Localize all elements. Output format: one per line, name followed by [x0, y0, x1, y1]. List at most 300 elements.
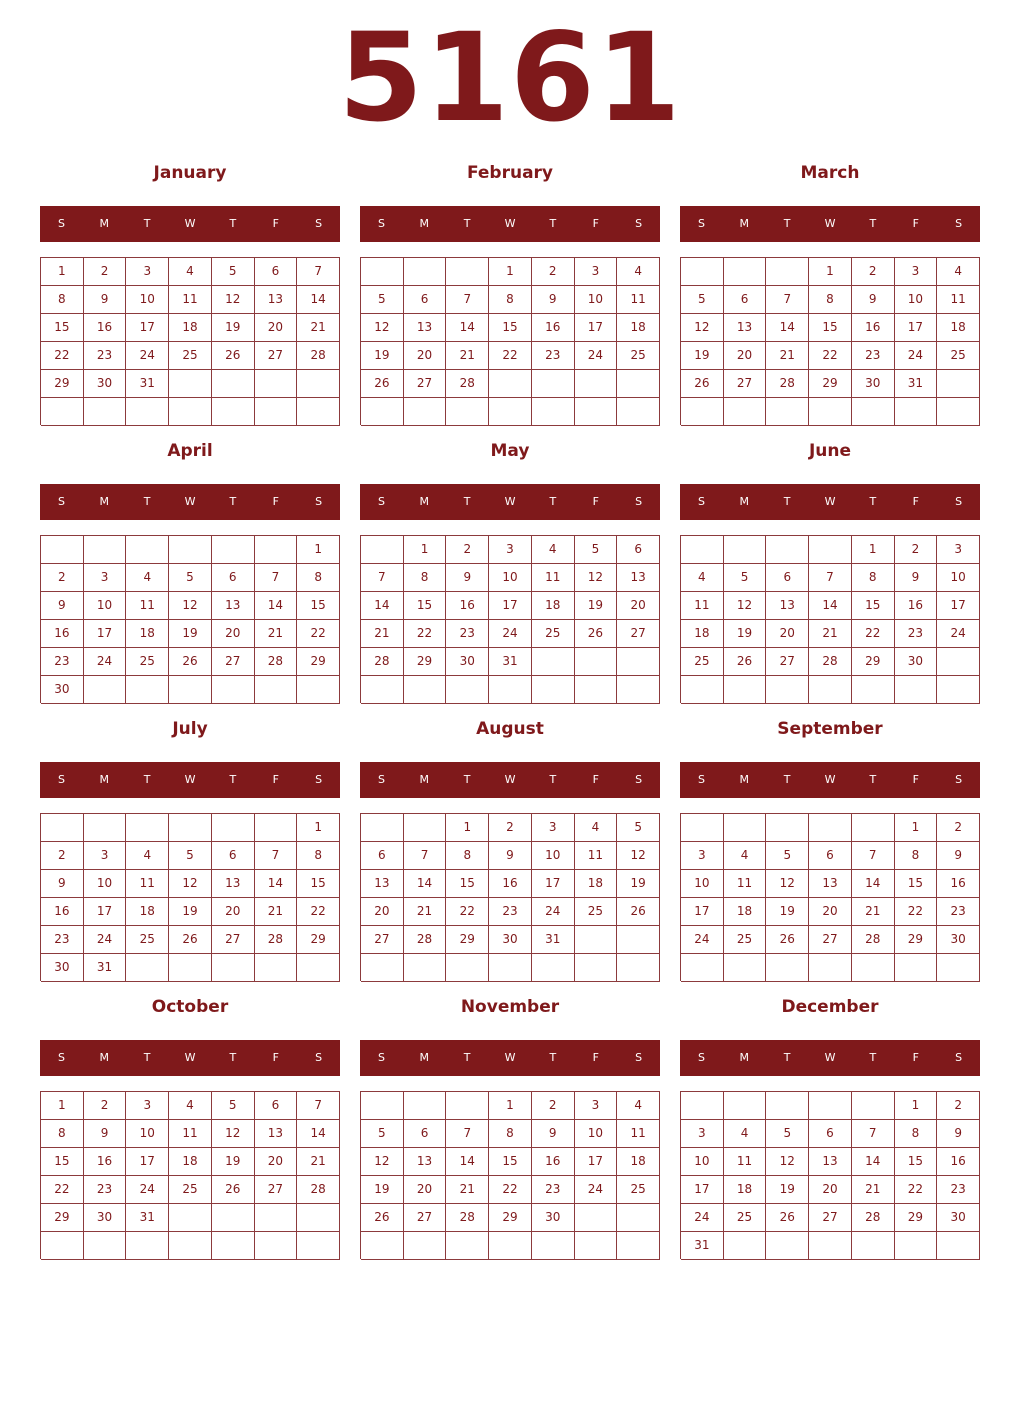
day-cell[interactable]: 19 [766, 1176, 809, 1204]
day-cell[interactable]: 17 [489, 592, 532, 620]
day-cell[interactable]: 24 [489, 620, 532, 648]
day-cell[interactable]: 13 [724, 314, 767, 342]
day-cell[interactable]: 20 [255, 1148, 298, 1176]
day-cell[interactable]: 26 [575, 620, 618, 648]
day-cell[interactable]: 23 [852, 342, 895, 370]
day-cell[interactable]: 27 [809, 926, 852, 954]
day-cell[interactable]: 29 [895, 1204, 938, 1232]
day-cell[interactable]: 1 [895, 814, 938, 842]
day-cell[interactable]: 12 [169, 870, 212, 898]
day-cell[interactable]: 31 [84, 954, 127, 982]
day-cell[interactable]: 25 [575, 898, 618, 926]
day-cell[interactable]: 12 [212, 1120, 255, 1148]
day-cell[interactable]: 26 [169, 648, 212, 676]
day-cell[interactable]: 25 [724, 1204, 767, 1232]
day-cell[interactable]: 2 [852, 258, 895, 286]
day-cell[interactable]: 16 [489, 870, 532, 898]
day-cell[interactable]: 7 [446, 1120, 489, 1148]
day-cell[interactable]: 27 [809, 1204, 852, 1232]
day-cell[interactable]: 30 [489, 926, 532, 954]
day-cell[interactable]: 19 [361, 1176, 404, 1204]
day-cell[interactable]: 25 [532, 620, 575, 648]
day-cell[interactable]: 29 [809, 370, 852, 398]
day-cell[interactable]: 30 [532, 1204, 575, 1232]
day-cell[interactable]: 6 [404, 286, 447, 314]
day-cell[interactable]: 7 [852, 842, 895, 870]
day-cell[interactable]: 24 [937, 620, 980, 648]
day-cell[interactable]: 10 [937, 564, 980, 592]
day-cell[interactable]: 21 [809, 620, 852, 648]
day-cell[interactable]: 25 [681, 648, 724, 676]
day-cell[interactable]: 5 [681, 286, 724, 314]
day-cell[interactable]: 30 [84, 370, 127, 398]
day-cell[interactable]: 11 [169, 1120, 212, 1148]
day-cell[interactable]: 21 [361, 620, 404, 648]
day-cell[interactable]: 1 [852, 536, 895, 564]
day-cell[interactable]: 28 [852, 926, 895, 954]
day-cell[interactable]: 4 [724, 842, 767, 870]
day-cell[interactable]: 16 [84, 1148, 127, 1176]
day-cell[interactable]: 15 [404, 592, 447, 620]
day-cell[interactable]: 20 [724, 342, 767, 370]
day-cell[interactable]: 3 [895, 258, 938, 286]
day-cell[interactable]: 3 [126, 1092, 169, 1120]
day-cell[interactable]: 16 [937, 1148, 980, 1176]
day-cell[interactable]: 14 [404, 870, 447, 898]
day-cell[interactable]: 29 [41, 1204, 84, 1232]
day-cell[interactable]: 18 [617, 314, 660, 342]
day-cell[interactable]: 9 [84, 1120, 127, 1148]
day-cell[interactable]: 19 [575, 592, 618, 620]
day-cell[interactable]: 12 [575, 564, 618, 592]
day-cell[interactable]: 24 [575, 1176, 618, 1204]
day-cell[interactable]: 21 [852, 898, 895, 926]
day-cell[interactable]: 6 [212, 564, 255, 592]
day-cell[interactable]: 16 [84, 314, 127, 342]
day-cell[interactable]: 13 [766, 592, 809, 620]
day-cell[interactable]: 25 [126, 926, 169, 954]
day-cell[interactable]: 21 [255, 898, 298, 926]
day-cell[interactable]: 13 [212, 870, 255, 898]
day-cell[interactable]: 27 [212, 648, 255, 676]
day-cell[interactable]: 13 [617, 564, 660, 592]
day-cell[interactable]: 13 [404, 1148, 447, 1176]
day-cell[interactable]: 9 [532, 1120, 575, 1148]
day-cell[interactable]: 27 [361, 926, 404, 954]
day-cell[interactable]: 17 [84, 620, 127, 648]
day-cell[interactable]: 1 [895, 1092, 938, 1120]
day-cell[interactable]: 30 [84, 1204, 127, 1232]
day-cell[interactable]: 1 [446, 814, 489, 842]
day-cell[interactable]: 13 [809, 1148, 852, 1176]
day-cell[interactable]: 15 [895, 1148, 938, 1176]
day-cell[interactable]: 10 [575, 286, 618, 314]
day-cell[interactable]: 12 [724, 592, 767, 620]
day-cell[interactable]: 20 [255, 314, 298, 342]
day-cell[interactable]: 26 [212, 342, 255, 370]
day-cell[interactable]: 1 [489, 258, 532, 286]
day-cell[interactable]: 21 [297, 1148, 340, 1176]
day-cell[interactable]: 26 [766, 1204, 809, 1232]
day-cell[interactable]: 27 [212, 926, 255, 954]
day-cell[interactable]: 28 [852, 1204, 895, 1232]
day-cell[interactable]: 23 [532, 1176, 575, 1204]
day-cell[interactable]: 29 [41, 370, 84, 398]
day-cell[interactable]: 22 [446, 898, 489, 926]
day-cell[interactable]: 9 [895, 564, 938, 592]
day-cell[interactable]: 23 [532, 342, 575, 370]
day-cell[interactable]: 8 [297, 564, 340, 592]
day-cell[interactable]: 28 [446, 370, 489, 398]
day-cell[interactable]: 7 [852, 1120, 895, 1148]
day-cell[interactable]: 2 [84, 1092, 127, 1120]
day-cell[interactable]: 19 [724, 620, 767, 648]
day-cell[interactable]: 28 [809, 648, 852, 676]
day-cell[interactable]: 30 [937, 926, 980, 954]
day-cell[interactable]: 2 [895, 536, 938, 564]
day-cell[interactable]: 31 [895, 370, 938, 398]
day-cell[interactable]: 8 [895, 1120, 938, 1148]
day-cell[interactable]: 20 [766, 620, 809, 648]
day-cell[interactable]: 8 [489, 286, 532, 314]
day-cell[interactable]: 16 [895, 592, 938, 620]
day-cell[interactable]: 27 [724, 370, 767, 398]
day-cell[interactable]: 10 [84, 592, 127, 620]
day-cell[interactable]: 14 [809, 592, 852, 620]
day-cell[interactable]: 17 [895, 314, 938, 342]
day-cell[interactable]: 15 [297, 870, 340, 898]
day-cell[interactable]: 30 [41, 954, 84, 982]
day-cell[interactable]: 22 [489, 1176, 532, 1204]
day-cell[interactable]: 21 [404, 898, 447, 926]
day-cell[interactable]: 18 [126, 620, 169, 648]
day-cell[interactable]: 19 [169, 620, 212, 648]
day-cell[interactable]: 6 [255, 1092, 298, 1120]
day-cell[interactable]: 10 [681, 870, 724, 898]
day-cell[interactable]: 24 [575, 342, 618, 370]
day-cell[interactable]: 26 [361, 370, 404, 398]
day-cell[interactable]: 11 [724, 1148, 767, 1176]
day-cell[interactable]: 1 [297, 536, 340, 564]
day-cell[interactable]: 9 [446, 564, 489, 592]
day-cell[interactable]: 23 [937, 1176, 980, 1204]
day-cell[interactable]: 11 [681, 592, 724, 620]
day-cell[interactable]: 19 [361, 342, 404, 370]
day-cell[interactable]: 24 [126, 342, 169, 370]
day-cell[interactable]: 13 [212, 592, 255, 620]
day-cell[interactable]: 11 [617, 286, 660, 314]
day-cell[interactable]: 9 [532, 286, 575, 314]
day-cell[interactable]: 28 [297, 1176, 340, 1204]
day-cell[interactable]: 14 [852, 870, 895, 898]
day-cell[interactable]: 23 [84, 1176, 127, 1204]
day-cell[interactable]: 25 [169, 1176, 212, 1204]
day-cell[interactable]: 2 [446, 536, 489, 564]
day-cell[interactable]: 15 [852, 592, 895, 620]
day-cell[interactable]: 4 [126, 842, 169, 870]
day-cell[interactable]: 17 [532, 870, 575, 898]
day-cell[interactable]: 31 [681, 1232, 724, 1260]
day-cell[interactable]: 13 [255, 286, 298, 314]
day-cell[interactable]: 4 [937, 258, 980, 286]
day-cell[interactable]: 22 [895, 898, 938, 926]
day-cell[interactable]: 22 [297, 620, 340, 648]
day-cell[interactable]: 2 [84, 258, 127, 286]
day-cell[interactable]: 19 [681, 342, 724, 370]
day-cell[interactable]: 1 [489, 1092, 532, 1120]
day-cell[interactable]: 26 [766, 926, 809, 954]
day-cell[interactable]: 7 [255, 564, 298, 592]
day-cell[interactable]: 31 [532, 926, 575, 954]
day-cell[interactable]: 18 [575, 870, 618, 898]
day-cell[interactable]: 7 [404, 842, 447, 870]
day-cell[interactable]: 26 [169, 926, 212, 954]
day-cell[interactable]: 10 [126, 1120, 169, 1148]
day-cell[interactable]: 22 [41, 342, 84, 370]
day-cell[interactable]: 11 [126, 870, 169, 898]
day-cell[interactable]: 13 [809, 870, 852, 898]
day-cell[interactable]: 23 [446, 620, 489, 648]
day-cell[interactable]: 20 [212, 620, 255, 648]
day-cell[interactable]: 10 [575, 1120, 618, 1148]
day-cell[interactable]: 28 [255, 926, 298, 954]
day-cell[interactable]: 2 [937, 1092, 980, 1120]
day-cell[interactable]: 15 [446, 870, 489, 898]
day-cell[interactable]: 26 [681, 370, 724, 398]
day-cell[interactable]: 21 [446, 342, 489, 370]
day-cell[interactable]: 11 [575, 842, 618, 870]
day-cell[interactable]: 20 [212, 898, 255, 926]
day-cell[interactable]: 22 [41, 1176, 84, 1204]
day-cell[interactable]: 2 [937, 814, 980, 842]
day-cell[interactable]: 9 [41, 870, 84, 898]
day-cell[interactable]: 22 [404, 620, 447, 648]
day-cell[interactable]: 19 [617, 870, 660, 898]
day-cell[interactable]: 17 [126, 314, 169, 342]
day-cell[interactable]: 8 [852, 564, 895, 592]
day-cell[interactable]: 1 [297, 814, 340, 842]
day-cell[interactable]: 15 [489, 314, 532, 342]
day-cell[interactable]: 15 [297, 592, 340, 620]
day-cell[interactable]: 14 [852, 1148, 895, 1176]
day-cell[interactable]: 3 [575, 258, 618, 286]
day-cell[interactable]: 21 [297, 314, 340, 342]
day-cell[interactable]: 5 [361, 1120, 404, 1148]
day-cell[interactable]: 8 [297, 842, 340, 870]
day-cell[interactable]: 19 [766, 898, 809, 926]
day-cell[interactable]: 3 [681, 842, 724, 870]
day-cell[interactable]: 29 [446, 926, 489, 954]
day-cell[interactable]: 25 [937, 342, 980, 370]
day-cell[interactable]: 10 [126, 286, 169, 314]
day-cell[interactable]: 25 [617, 342, 660, 370]
day-cell[interactable]: 29 [895, 926, 938, 954]
day-cell[interactable]: 24 [84, 926, 127, 954]
day-cell[interactable]: 9 [489, 842, 532, 870]
day-cell[interactable]: 16 [532, 1148, 575, 1176]
day-cell[interactable]: 20 [404, 1176, 447, 1204]
day-cell[interactable]: 24 [84, 648, 127, 676]
day-cell[interactable]: 5 [169, 564, 212, 592]
day-cell[interactable]: 30 [41, 676, 84, 704]
day-cell[interactable]: 31 [126, 370, 169, 398]
day-cell[interactable]: 24 [681, 926, 724, 954]
day-cell[interactable]: 12 [212, 286, 255, 314]
day-cell[interactable]: 16 [937, 870, 980, 898]
day-cell[interactable]: 5 [212, 1092, 255, 1120]
day-cell[interactable]: 2 [489, 814, 532, 842]
day-cell[interactable]: 6 [724, 286, 767, 314]
day-cell[interactable]: 15 [41, 1148, 84, 1176]
day-cell[interactable]: 7 [361, 564, 404, 592]
day-cell[interactable]: 27 [404, 370, 447, 398]
day-cell[interactable]: 7 [297, 1092, 340, 1120]
day-cell[interactable]: 30 [937, 1204, 980, 1232]
day-cell[interactable]: 18 [724, 1176, 767, 1204]
day-cell[interactable]: 1 [41, 1092, 84, 1120]
day-cell[interactable]: 17 [575, 1148, 618, 1176]
day-cell[interactable]: 26 [724, 648, 767, 676]
day-cell[interactable]: 4 [169, 1092, 212, 1120]
day-cell[interactable]: 20 [809, 1176, 852, 1204]
day-cell[interactable]: 28 [446, 1204, 489, 1232]
day-cell[interactable]: 18 [617, 1148, 660, 1176]
day-cell[interactable]: 7 [297, 258, 340, 286]
day-cell[interactable]: 14 [255, 870, 298, 898]
day-cell[interactable]: 20 [361, 898, 404, 926]
day-cell[interactable]: 26 [212, 1176, 255, 1204]
day-cell[interactable]: 1 [404, 536, 447, 564]
day-cell[interactable]: 17 [84, 898, 127, 926]
day-cell[interactable]: 16 [446, 592, 489, 620]
day-cell[interactable]: 21 [255, 620, 298, 648]
day-cell[interactable]: 23 [41, 648, 84, 676]
day-cell[interactable]: 3 [84, 564, 127, 592]
day-cell[interactable]: 27 [404, 1204, 447, 1232]
day-cell[interactable]: 12 [766, 870, 809, 898]
day-cell[interactable]: 23 [937, 898, 980, 926]
day-cell[interactable]: 28 [297, 342, 340, 370]
day-cell[interactable]: 6 [255, 258, 298, 286]
day-cell[interactable]: 30 [446, 648, 489, 676]
day-cell[interactable]: 7 [255, 842, 298, 870]
day-cell[interactable]: 25 [169, 342, 212, 370]
day-cell[interactable]: 5 [212, 258, 255, 286]
day-cell[interactable]: 3 [126, 258, 169, 286]
day-cell[interactable]: 14 [766, 314, 809, 342]
day-cell[interactable]: 9 [937, 842, 980, 870]
day-cell[interactable]: 26 [617, 898, 660, 926]
day-cell[interactable]: 7 [809, 564, 852, 592]
day-cell[interactable]: 4 [575, 814, 618, 842]
day-cell[interactable]: 13 [361, 870, 404, 898]
day-cell[interactable]: 12 [766, 1148, 809, 1176]
day-cell[interactable]: 18 [126, 898, 169, 926]
day-cell[interactable]: 24 [895, 342, 938, 370]
day-cell[interactable]: 3 [575, 1092, 618, 1120]
day-cell[interactable]: 29 [404, 648, 447, 676]
day-cell[interactable]: 23 [895, 620, 938, 648]
day-cell[interactable]: 18 [169, 1148, 212, 1176]
day-cell[interactable]: 3 [937, 536, 980, 564]
day-cell[interactable]: 5 [766, 1120, 809, 1148]
day-cell[interactable]: 6 [766, 564, 809, 592]
day-cell[interactable]: 29 [297, 926, 340, 954]
day-cell[interactable]: 18 [681, 620, 724, 648]
day-cell[interactable]: 2 [41, 842, 84, 870]
day-cell[interactable]: 6 [809, 1120, 852, 1148]
day-cell[interactable]: 22 [809, 342, 852, 370]
day-cell[interactable]: 22 [852, 620, 895, 648]
day-cell[interactable]: 18 [169, 314, 212, 342]
day-cell[interactable]: 23 [41, 926, 84, 954]
day-cell[interactable]: 9 [41, 592, 84, 620]
day-cell[interactable]: 2 [41, 564, 84, 592]
day-cell[interactable]: 22 [895, 1176, 938, 1204]
day-cell[interactable]: 19 [212, 314, 255, 342]
day-cell[interactable]: 18 [532, 592, 575, 620]
day-cell[interactable]: 4 [169, 258, 212, 286]
day-cell[interactable]: 16 [41, 620, 84, 648]
day-cell[interactable]: 10 [84, 870, 127, 898]
day-cell[interactable]: 21 [446, 1176, 489, 1204]
day-cell[interactable]: 20 [809, 898, 852, 926]
day-cell[interactable]: 3 [532, 814, 575, 842]
day-cell[interactable]: 15 [809, 314, 852, 342]
day-cell[interactable]: 11 [126, 592, 169, 620]
day-cell[interactable]: 12 [617, 842, 660, 870]
day-cell[interactable]: 1 [809, 258, 852, 286]
day-cell[interactable]: 15 [41, 314, 84, 342]
day-cell[interactable]: 25 [724, 926, 767, 954]
day-cell[interactable]: 11 [169, 286, 212, 314]
day-cell[interactable]: 10 [532, 842, 575, 870]
day-cell[interactable]: 21 [852, 1176, 895, 1204]
day-cell[interactable]: 1 [41, 258, 84, 286]
day-cell[interactable]: 6 [212, 842, 255, 870]
day-cell[interactable]: 16 [532, 314, 575, 342]
day-cell[interactable]: 19 [169, 898, 212, 926]
day-cell[interactable]: 8 [895, 842, 938, 870]
day-cell[interactable]: 2 [532, 1092, 575, 1120]
day-cell[interactable]: 15 [489, 1148, 532, 1176]
day-cell[interactable]: 2 [532, 258, 575, 286]
day-cell[interactable]: 28 [361, 648, 404, 676]
day-cell[interactable]: 6 [617, 536, 660, 564]
day-cell[interactable]: 11 [617, 1120, 660, 1148]
day-cell[interactable]: 8 [446, 842, 489, 870]
day-cell[interactable]: 28 [255, 648, 298, 676]
day-cell[interactable]: 23 [84, 342, 127, 370]
day-cell[interactable]: 27 [255, 342, 298, 370]
day-cell[interactable]: 21 [766, 342, 809, 370]
day-cell[interactable]: 14 [297, 1120, 340, 1148]
day-cell[interactable]: 9 [84, 286, 127, 314]
day-cell[interactable]: 5 [617, 814, 660, 842]
day-cell[interactable]: 14 [361, 592, 404, 620]
day-cell[interactable]: 24 [532, 898, 575, 926]
day-cell[interactable]: 4 [681, 564, 724, 592]
day-cell[interactable]: 12 [681, 314, 724, 342]
day-cell[interactable]: 31 [126, 1204, 169, 1232]
day-cell[interactable]: 14 [297, 286, 340, 314]
day-cell[interactable]: 11 [724, 870, 767, 898]
day-cell[interactable]: 22 [297, 898, 340, 926]
day-cell[interactable]: 25 [617, 1176, 660, 1204]
day-cell[interactable]: 16 [852, 314, 895, 342]
day-cell[interactable]: 8 [41, 1120, 84, 1148]
day-cell[interactable]: 17 [681, 898, 724, 926]
